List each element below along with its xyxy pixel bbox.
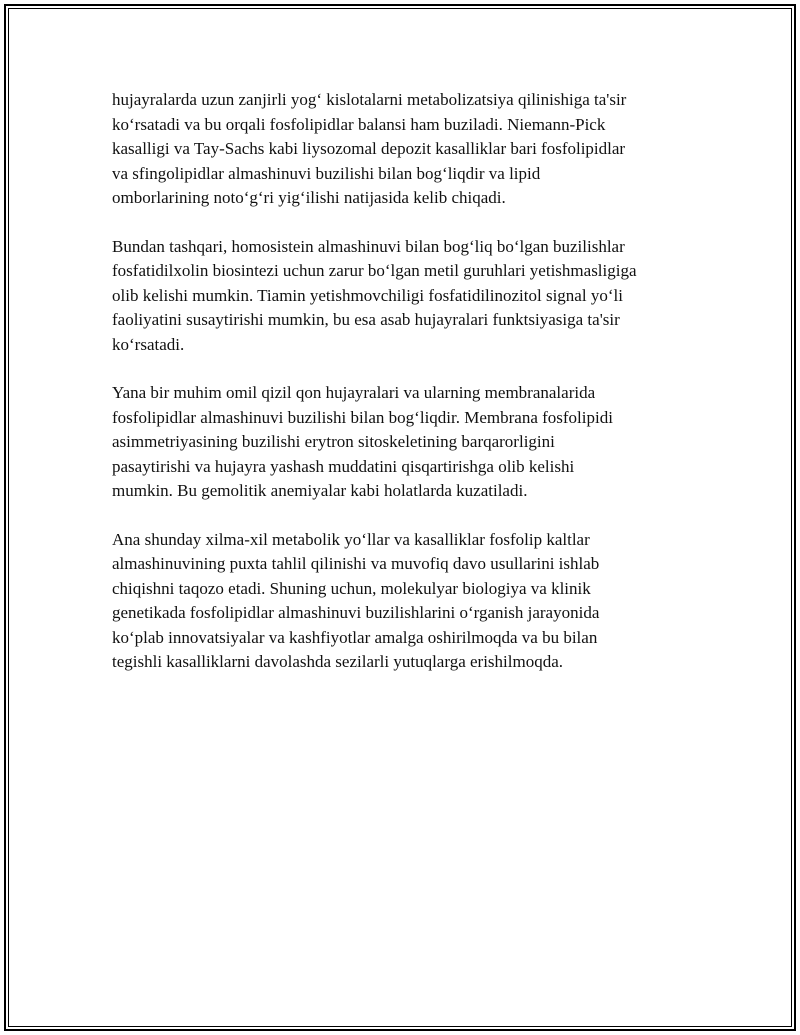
text-line: pasaytirishi va hujayra yashash muddatini qisqartirishga olib kelishi xyxy=(112,456,575,476)
text-line: fosfatidilxolin biosintezi uchun zarur bo‘lgan metil guruhlari yetishmasligiga xyxy=(112,261,637,280)
paragraph-1 xyxy=(112,88,692,211)
text-line: hujayralarda uzun zanjirli yog‘ kislotalarni metabolizatsiya qilinishiga ta'sir xyxy=(112,90,627,109)
text-line: faoliyatini susaytirishi mumkin, bu esa asab hujayralari funktsiyasiga ta'sir xyxy=(112,310,620,329)
text-line: almashinuvining puxta tahlil qilinishi va muvofiq davo usullarini ishlab xyxy=(112,554,600,573)
text-line: chiqishni taqozo etadi. Shuning uchun, molekulyar biologiya va klinik xyxy=(112,578,591,598)
text-line: va sfingolipidlar almashinuvi buzilishi bilan bog‘liqdir va lipid xyxy=(112,163,541,183)
text-line: ko‘rsatadi. xyxy=(112,334,185,354)
text-line: ko‘plab innovatsiyalar va kashfiyotlar amalga oshirilmoqda va bu bilan xyxy=(112,627,598,647)
paragraph-2 xyxy=(112,235,692,358)
text-line: kasalligi va Tay-Sachs kabi liysozomal depozit kasalliklar bari fosfolipidlar xyxy=(112,139,626,158)
text-line: omborlarining noto‘g‘ri yig‘ilishi natijasida kelib chiqadi. xyxy=(112,188,506,207)
text-line: Ana shunday xilma-xil metabolik yo‘llar va kasalliklar fosfolip kaltlar xyxy=(112,529,590,549)
text-line: ko‘rsatadi va bu orqali fosfolipidlar balansi ham buziladi. Niemann-Pick xyxy=(112,114,606,134)
text-line: Bundan tashqari, homosistein almashinuvi bilan bog‘liq bo‘lgan buzilishlar xyxy=(112,236,625,256)
text-line: genetikada fosfolipidlar almashinuvi buzilishlarini o‘rganish jarayonida xyxy=(112,603,600,622)
text-line: asimmetriyasining buzilishi erytron sitoskeletining barqarorligini xyxy=(112,432,555,451)
text-line: mumkin. Bu gemolitik anemiyalar kabi holatlarda kuzatiladi. xyxy=(112,481,528,500)
text-line: olib kelishi mumkin. Tiamin yetishmovchiligi fosfatidilinozitol signal yo‘li xyxy=(112,285,623,305)
document-body xyxy=(112,88,692,699)
paragraph-3 xyxy=(112,381,692,504)
paragraph-4 xyxy=(112,528,692,675)
text-line: Yana bir muhim omil qizil qon hujayralari va ularning membranalarida xyxy=(112,383,596,402)
text-line: fosfolipidlar almashinuvi buzilishi bilan bog‘liqdir. Membrana fosfolipidi xyxy=(112,407,613,427)
text-line: tegishli kasalliklarni davolashda sezilarli yutuqlarga erishilmoqda. xyxy=(112,652,564,671)
